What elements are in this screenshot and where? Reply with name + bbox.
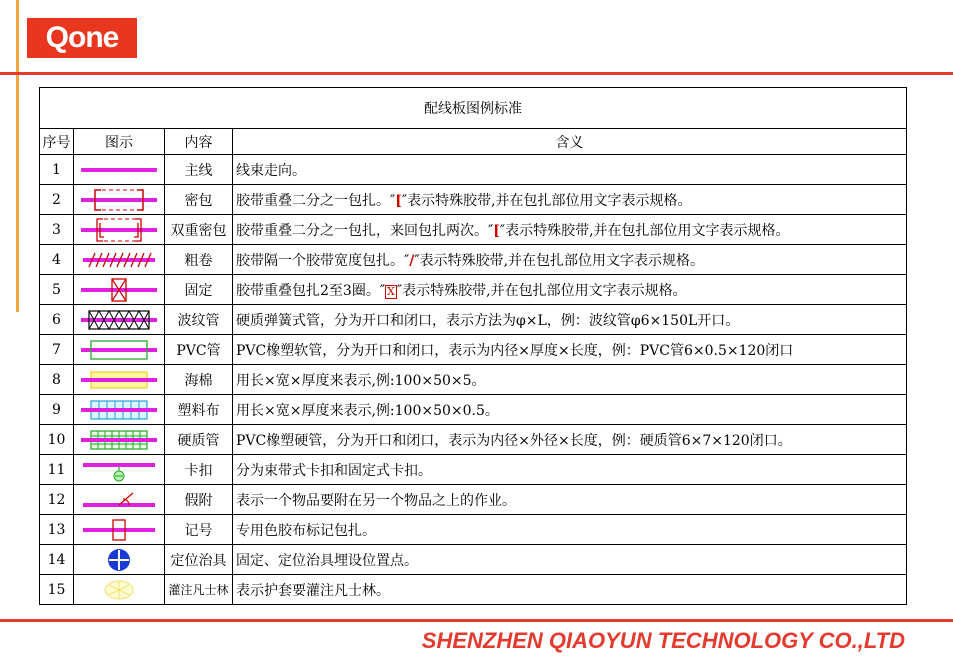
company-logo: Qone (27, 18, 137, 58)
table-row (40, 515, 907, 545)
pvc-tube-icon (74, 335, 165, 365)
row-content: 定位治具 (165, 545, 233, 575)
header-divider (0, 72, 953, 75)
table-row (40, 395, 907, 425)
row-index: 9 (40, 395, 74, 425)
row-index: 10 (40, 425, 74, 455)
rigid-tube-icon (74, 425, 165, 455)
row-content: 灌注凡士林 (165, 575, 233, 605)
row-content: 塑料布 (165, 395, 233, 425)
row-content: 海棉 (165, 365, 233, 395)
table-row (40, 245, 907, 275)
row-meaning: 胶带隔一个胶带宽度包扎。″/″表示特殊胶带,并在包扎部位用文字表示规格。 (233, 245, 907, 275)
table-row (40, 185, 907, 215)
table-row (40, 155, 907, 185)
row-content: 主线 (165, 155, 233, 185)
row-meaning: 胶带重叠包扎2至3圈。″ X ″表示特殊胶带,并在包扎部位用文字表示规格。 (233, 275, 907, 305)
row-index: 5 (40, 275, 74, 305)
row-meaning: PVC橡塑软管，分为开口和闭口，表示为内径×厚度×长度，例：PVC管6×0.5×120闭口 (233, 335, 907, 365)
marker-icon (74, 515, 165, 545)
row-index: 8 (40, 365, 74, 395)
row-content: 假附 (165, 485, 233, 515)
positioning-jig-icon (74, 545, 165, 575)
header-meaning: 含义 (233, 129, 907, 155)
row-content: 密包 (165, 185, 233, 215)
coarse-wrap-icon (74, 245, 165, 275)
dense-wrap-icon (74, 185, 165, 215)
table-row (40, 545, 907, 575)
row-index: 13 (40, 515, 74, 545)
row-meaning: 线束走向。 (233, 155, 907, 185)
table-row (40, 485, 907, 515)
attach-icon (74, 485, 165, 515)
double-dense-wrap-icon (74, 215, 165, 245)
row-index: 15 (40, 575, 74, 605)
table-row (40, 305, 907, 335)
row-meaning: 表示护套要灌注凡士林。 (233, 575, 907, 605)
table-title: 配线板图例标准 (40, 88, 907, 129)
row-content: PVC管 (165, 335, 233, 365)
row-index: 12 (40, 485, 74, 515)
plastic-sheet-icon (74, 395, 165, 425)
row-meaning: PVC橡塑硬管，分为开口和闭口，表示为内径×外径×长度，例：硬质管6×7×120闭口。 (233, 425, 907, 455)
row-meaning: 分为束带式卡扣和固定式卡扣。 (233, 455, 907, 485)
row-index: 4 (40, 245, 74, 275)
row-index: 1 (40, 155, 74, 185)
table-row (40, 215, 907, 245)
row-meaning: 用长×宽×厚度来表示,例:100×50×5。 (233, 365, 907, 395)
row-index: 2 (40, 185, 74, 215)
row-meaning: 用长×宽×厚度来表示,例:100×50×0.5。 (233, 395, 907, 425)
wiring-board-legend-table (39, 87, 907, 605)
table-row (40, 335, 907, 365)
row-index: 7 (40, 335, 74, 365)
footer-divider (0, 619, 953, 622)
row-meaning: 胶带重叠二分之一包扎。″[″表示特殊胶带,并在包扎部位用文字表示规格。 (233, 185, 907, 215)
header-content: 内容 (165, 129, 233, 155)
row-meaning: 固定、定位治具埋设位置点。 (233, 545, 907, 575)
table-row (40, 425, 907, 455)
row-meaning: 硬质弹簧式管，分为开口和闭口，表示方法为φ×L，例：波纹管φ6×150L开口。 (233, 305, 907, 335)
company-name: SHENZHEN QIAOYUN TECHNOLOGY CO.,LTD (421, 628, 905, 653)
row-content: 波纹管 (165, 305, 233, 335)
row-index: 6 (40, 305, 74, 335)
clip-icon (74, 455, 165, 485)
table-row (40, 275, 907, 305)
table-row (40, 575, 907, 605)
corrugated-tube-icon (74, 305, 165, 335)
table-row (40, 365, 907, 395)
row-content: 记号 (165, 515, 233, 545)
row-content: 卡扣 (165, 455, 233, 485)
row-index: 11 (40, 455, 74, 485)
row-meaning: 胶带重叠二分之一包扎，来回包扎两次。″[″表示特殊胶带,并在包扎部位用文字表示规格。 (233, 215, 907, 245)
row-content: 硬质管 (165, 425, 233, 455)
decorative-vertical-line (16, 0, 19, 312)
row-meaning: 表示一个物品要附在另一个物品之上的作业。 (233, 485, 907, 515)
header-index: 序号 (40, 129, 74, 155)
row-meaning: 专用色胶布标记包扎。 (233, 515, 907, 545)
fixed-wrap-icon (74, 275, 165, 305)
row-content: 固定 (165, 275, 233, 305)
table-row (40, 455, 907, 485)
sponge-icon (74, 365, 165, 395)
row-content: 粗卷 (165, 245, 233, 275)
row-index: 14 (40, 545, 74, 575)
main-line-icon (74, 155, 165, 185)
row-index: 3 (40, 215, 74, 245)
header-icon: 图示 (74, 129, 165, 155)
row-content: 双重密包 (165, 215, 233, 245)
vaseline-icon (74, 575, 165, 605)
